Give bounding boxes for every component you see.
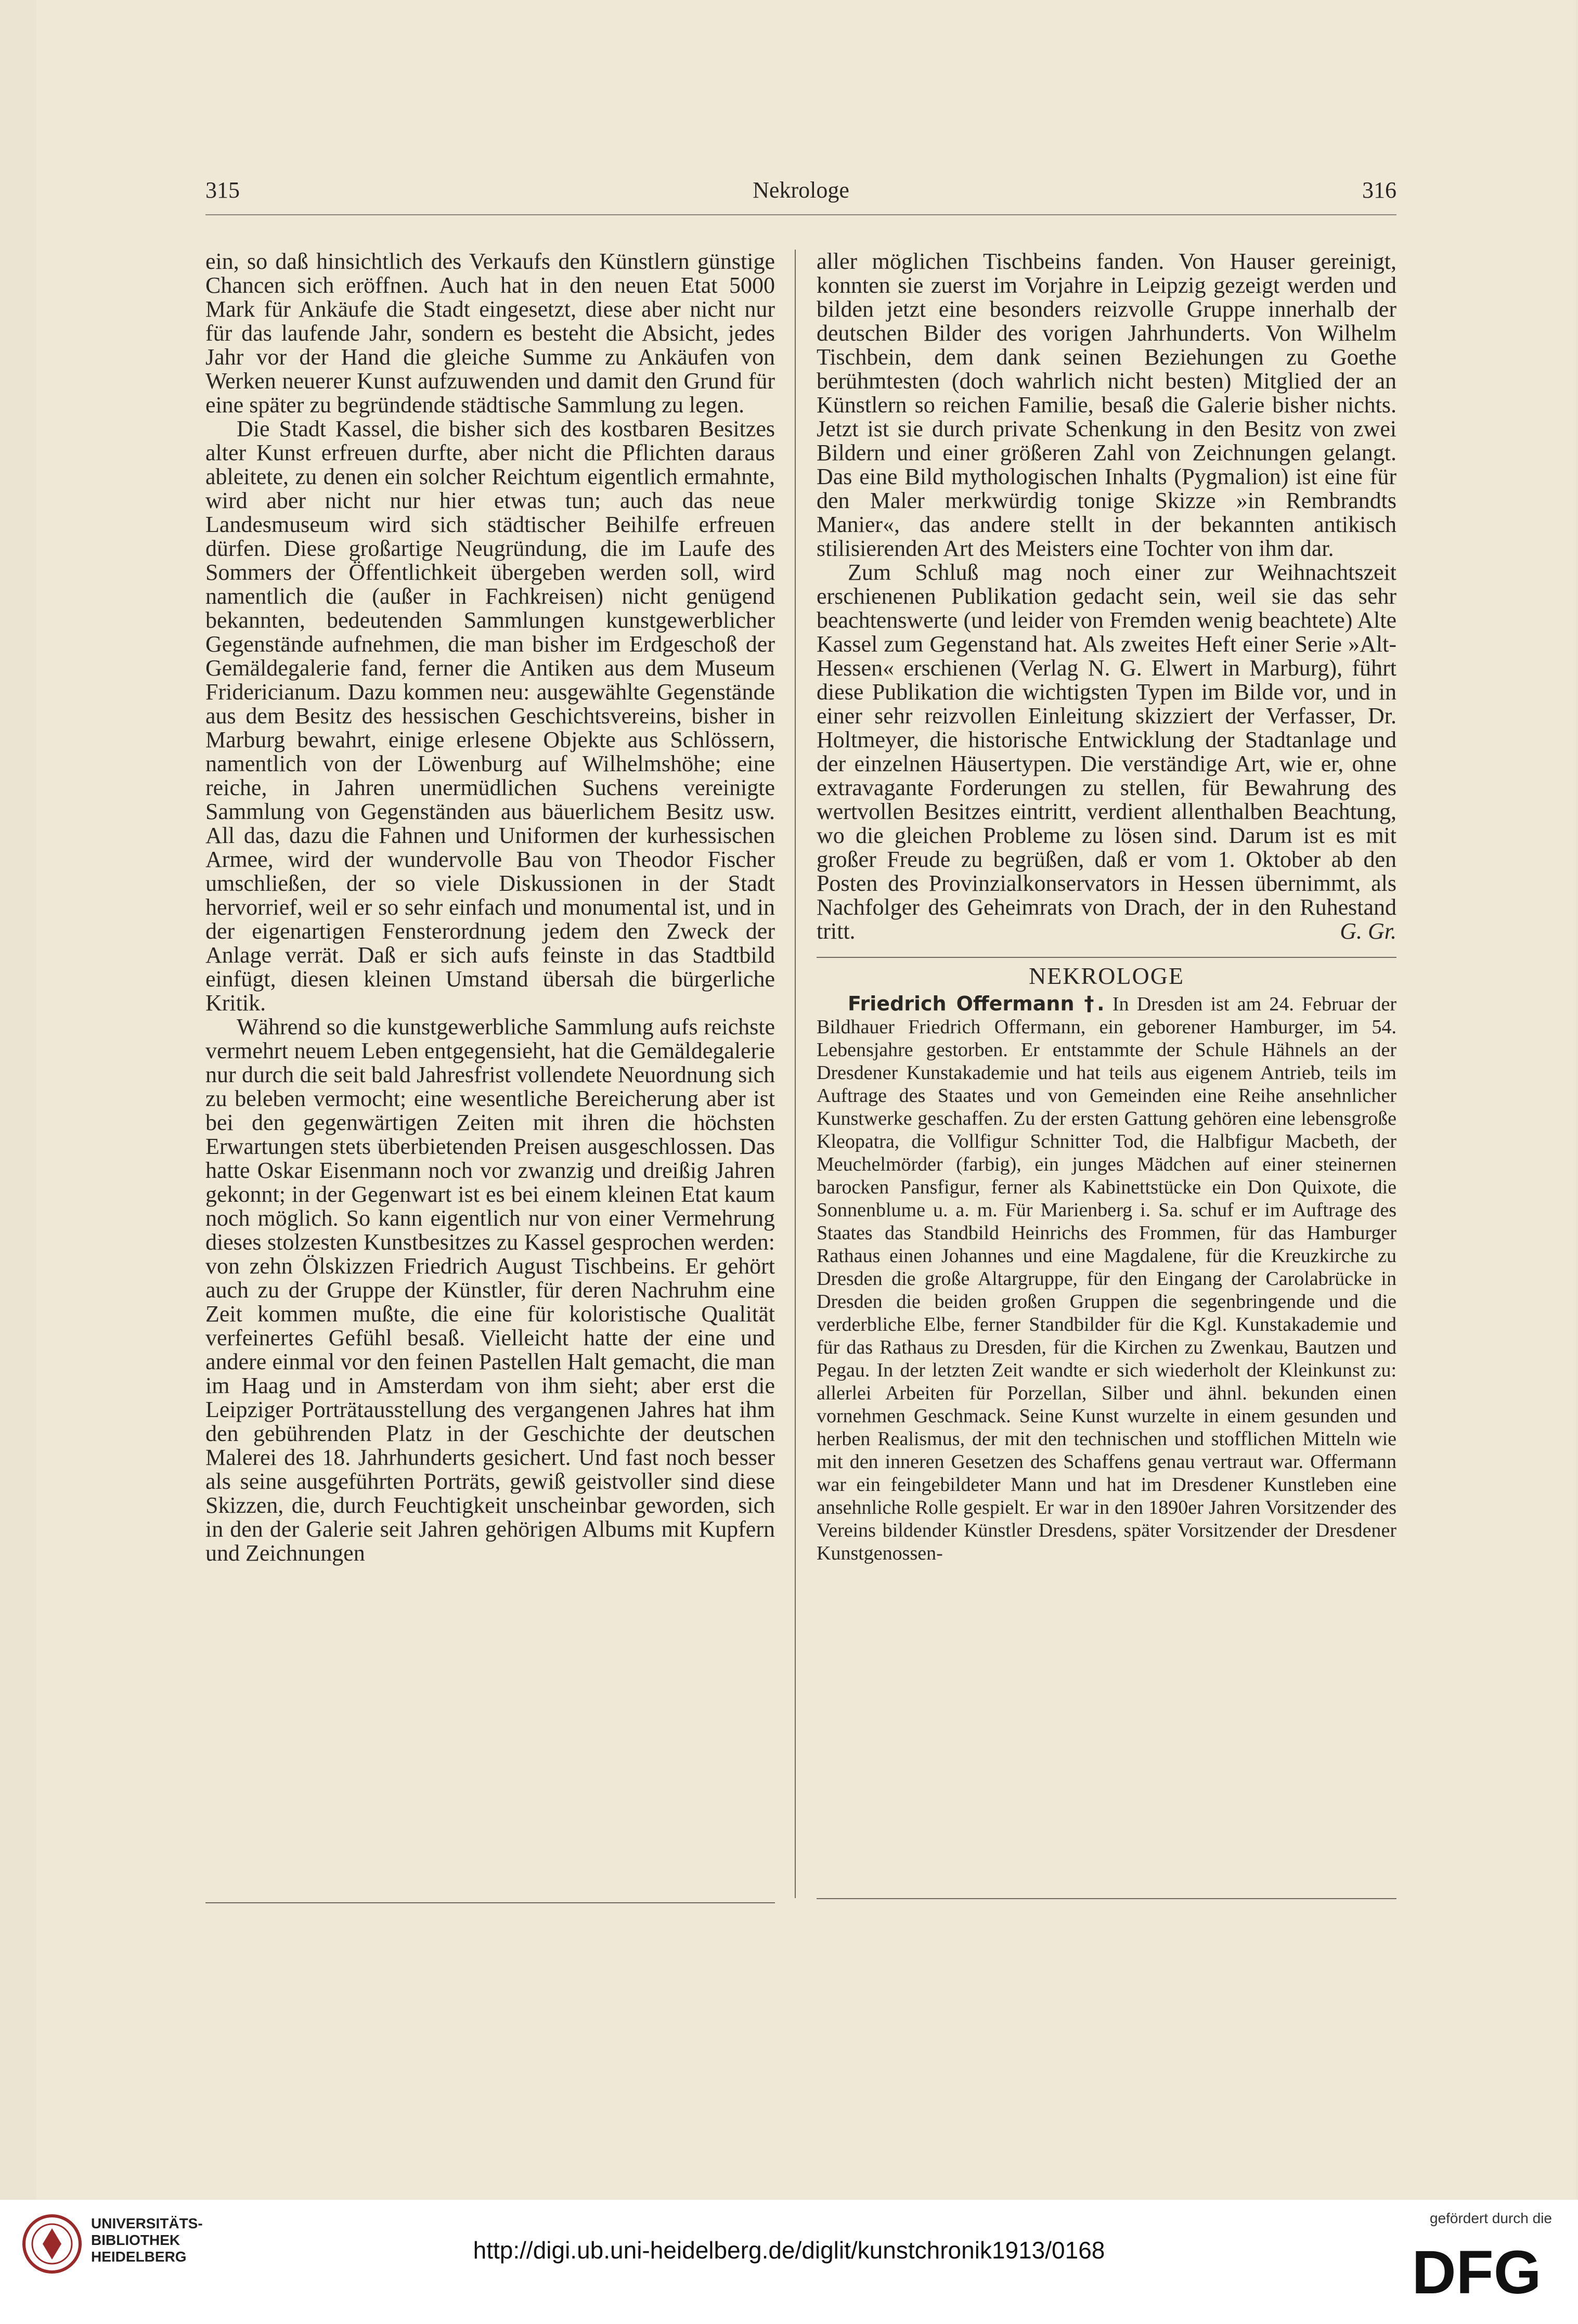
right-paragraph-2 — [817, 561, 1396, 943]
page-number-left: 315 — [205, 177, 240, 203]
header-rule — [205, 214, 1396, 215]
left-paragraph-1: ein, so daß hinsichtlich des Verkaufs den Künstlern günstige Chancen sich eröffnen. Auch hat in den neuen Etat 5000 Mark für Ankäufe die Stadt eingesetzt, diese aber nicht nur für das laufende Jahr, sondern es besteht die Absicht, jedes Jahr vor der Hand die gleiche Summe zu Ankäufen von Werken neuerer Kunst aufzuwenden und damit den Grund für eine später zu begründende städtische Sammlung zu legen. — [205, 249, 775, 418]
dfg-logo-text: DFG — [1412, 2238, 1542, 2304]
funded-by-label: gefördert durch die — [1429, 2210, 1552, 2226]
library-line-2: BIBLIOTHEK — [91, 2232, 180, 2248]
obituary-text: In Dresden ist am 24. Februar der Bildhauer Friedrich Offermann, ein geborener Hamburger, im 54. Lebensjahre gestorben. Er entstammte der Schule Hähnels an der Dresdener Kunstakademie und hat teils aus eigenem Antrieb, teils im Auftrage des Staates und von Gemeinden eine Reihe ansehnlicher Kunstwerke geschaffen. Zu der ersten Gattung gehören eine lebensgroße Kleopatra, die Vollfigur Schnitter Tod, die Halbfigur Macbeth, der Meuchelmörder (farbig), ein junges Mädchen auf einer steinernen barocken Pansfigur, ferner als Kabinettstücke ein Don Quixote, die Sonnenblume u. a. m. Für Marienberg i. Sa. schuf er im Auftrage des Staates das Standbild Heinrichs des Frommen, für das Hamburger Rathaus einen Johannes und eine Magdalene, für die Kreuzkirche zu Dresden die große Altargruppe, für den Eingang der Carolabrücke in Dresden die beiden großen Gruppen die segenbringende und die verderbliche Elbe, ferner Standbilder für die Kgl. Kunstakademie und für das Rathaus zu Dresden, für die Kirchen zu Zwenkau, Bautzen und Pegau. In der letzten Zeit wandte er sich wiederholt der Kleinkunst zu: allerlei Arbeiten für Porzellan, Silber und ähnl. bekunden einen vornehmen Geschmack. Seine Kunst wurzelte in einem gesunden und herben Realismus, der mit den technischen und stofflichen Mitteln wie mit den inneren Gesetzen des Schaffens genau vertraut war. Offermann war ein feingebildeter Mann und hat im Dresdener Kunstleben eine ansehnliche Rolle gespielt. Er war in den 1890er Jahren Vorsitzender des Vereins bildender Künstler Dresdens, später Vorsitzender der Dresdener Kunstgenossen- — [817, 993, 1397, 1564]
right-paragraph-1: aller möglichen Tischbeins fanden. Von Hauser gereinigt, konnten sie zuerst im Vorjahre in Leipzig gezeigt werden und bilden jetzt eine besonders reizvolle Gruppe innerhalb der deutschen Bilder des vorigen Jahrhunderts. Von Wilhelm Tischbein, dem dank seinen Beziehungen zu Goethe berühmtesten (doch wahrlich nicht besten) Mitglied der an Künstlern so reichen Familie, besaß die Galerie bisher nichts. Jetzt ist sie durch private Schenkung in den Besitz von zwei Bildern und einer größeren Zahl von Zeichnungen gelangt. Das eine Bild mythologischen Inhalts (Pygmalion) ist eine für den Maler merkwürdig tonige Skizze »in Rembrandts Manier«, das andere stellt in der bekannten antikisch stilisierenden Art des Meisters eine Tochter von ihm dar. — [817, 249, 1396, 561]
obituary-paragraph — [817, 992, 1396, 1565]
right-column — [817, 250, 1396, 1565]
page-number-right: 316 — [1362, 177, 1396, 203]
left-bottom-rule — [205, 1902, 775, 1903]
left-column — [205, 250, 775, 1565]
permalink-url[interactable]: http://digi.ub.uni-heidelberg.de/diglit/kunstchronik1913/0168 — [473, 2237, 1105, 2264]
section-title: Nekrologe — [753, 177, 849, 203]
footer-bar — [0, 2200, 1578, 2324]
running-head — [205, 177, 1396, 208]
dfg-logo-icon — [1401, 2236, 1552, 2304]
column-divider — [795, 250, 796, 1898]
left-paragraph-2: Die Stadt Kassel, die bisher sich des kostbaren Besitzes alter Kunst erfreuen durfte, aber nicht die Pflichten daraus ableitete, zu denen ein solcher Reichtum eigentlich ermahnte, wird aber nicht nur hier etwas tun; auch das neue Landesmuseum wird sich städtischer Beihilfe erfreuen dürfen. Diese großartige Neugründung, die im Laufe des Sommers der Öffentlichkeit übergeben werden soll, wird namentlich die (außer in Fachkreisen) nicht genügend bekannten, bedeutenden Sammlungen kunstgewerblicher Gegenstände aufnehmen, die man bisher im Erdgeschoß der Gemäldegalerie fand, ferner die Antiken aus dem Museum Fridericianum. Dazu kommen neu: ausgewählte Gegenstände aus dem Besitz des hessischen Geschichtsvereins, bisher in Marburg bewahrt, einige erlesene Objekte aus Schlössern, namentlich von der Löwenburg auf Wilhelmshöhe; eine reiche, in Jahren unermüdlichen Suchens vereinigte Sammlung von Gegenständen aus bäuerlichem Besitz usw. All das, dazu die Fahnen und Uniformen der kurhessischen Armee, wird der wundervolle Bau von Theodor Fischer umschließen, der so viele Diskussionen in der Stadt hervorrief, weil er so sehr einfach und monumental ist, und in der eigenartigen Fensterordnung jedem den Zweck der Anlage verrät. Daß er sich aufs feinste in das Stadtbild einfügt, diesen kleinen Umstand übersah die bürgerliche Kritik. — [205, 416, 775, 1016]
library-line-3: HEIDELBERG — [91, 2249, 187, 2265]
right-bottom-rule — [817, 1898, 1396, 1899]
right-paragraph-2-text: Zum Schluß mag noch einer zur Weihnachtszeit erschienenen Publikation gedacht sein, weil sie das sehr beachtenswerte (und leider von Fremden wenig beachtete) Alte Kassel zum Gegenstand hat. Als zweites Heft einer Serie »Alt-Hessen« erschienen (Verlag N. G. Elwert in Marburg), führt diese Publikation die wichtigsten Typen im Bilde vor, und in einer sehr reizvollen Einleitung skizziert der Verfasser, Dr. Holtmeyer, die historische Entwicklung der Stadtanlage und der einzelnen Häusertypen. Die verständige Art, wie er, ohne extravagante Forderungen zu stellen, für Bewahrung des wertvollen Besitzes eintritt, verdient allenthalben Beachtung, wo die gleichen Probleme zu lösen sind. Darum ist es mit großer Freude zu begrüßen, daß er vom 1. Oktober ab den Posten des Provinzialkonservators in Hessen übernimmt, als Nachfolger des Geheimrats von Drach, der in den Ruhestand tritt. — [817, 560, 1396, 944]
obituary-name: Friedrich Offermann †. — [848, 992, 1105, 1015]
library-line-1: UNIVERSITÄTS- — [91, 2215, 203, 2231]
section-rule — [817, 957, 1396, 958]
section-heading: NEKROLOGE — [1028, 963, 1185, 989]
author-signature: G. Gr. — [1340, 918, 1396, 944]
left-paragraph-3: Während so die kunstgewerbliche Sammlung aufs reichste vermehrt neuem Leben entgegensieht, hat die Gemäldegalerie nur durch die seit bald Jahresfrist vollendete Neuordnung sich zu beleben vermocht; eine wesentliche Bereicherung aber ist bei den gegenwärtigen Zeiten mit ihren die höchsten Erwartungen stets überbietenden Preisen ausgeschlossen. Das hatte Oskar Eisenmann noch vor zwanzig und dreißig Jahren gekonnt; in der Gegenwart ist es bei einem kleinen Etat kaum noch möglich. So kann eigentlich nur von einer Vermehrung dieses stolzesten Kunstbesitzes zu Kassel gesprochen werden: von zehn Ölskizzen Friedrich August Tischbeins. Er gehört auch zu der Gruppe der Künstler, für deren Nachruhm eine Zeit kommen mußte, die eine für koloristische Qualität verfeinertes Gefühl besaß. Vielleicht hatte der eine und andere einmal vor den feinen Pastellen Halt gemacht, die man im Haag und in Amsterdam von ihm sieht; aber erst die Leipziger Porträtausstellung des vergangenen Jahres hat ihm den gebührenden Platz in der Geschichte der deutschen Malerei des 18. Jahrhunderts gesichert. Und fast noch besser als seine ausgeführten Porträts, gewiß geistvoller sind diese Skizzen, die, durch Feuchtigkeit unscheinbar geworden, sich in den der Galerie seit Jahren gehörigen Albums mit Kupfern und Zeichnungen — [205, 1014, 775, 1566]
